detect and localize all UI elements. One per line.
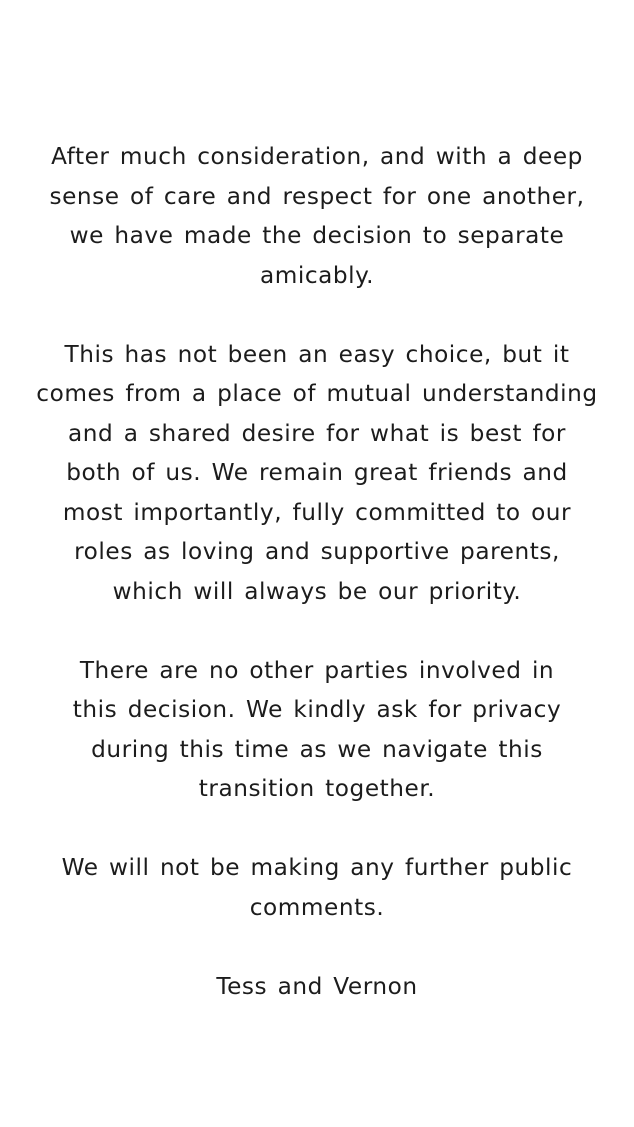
text-line: which will always be our priority.	[112, 577, 522, 605]
paragraph-reasons	[0, 335, 634, 612]
statement-text	[0, 137, 634, 1046]
signature-text: Tess and Vernon	[216, 972, 418, 1000]
paragraph-no-comments	[0, 848, 634, 927]
text-line: sense of care and respect for one another,	[49, 182, 585, 210]
paragraph-decision	[0, 137, 634, 295]
text-line: this decision. We kindly ask for privacy	[72, 696, 562, 723]
text-line: during this time as we navigate this	[91, 735, 543, 763]
text-line: transition together.	[198, 775, 436, 802]
text-line: This has not been an easy choice, but it	[64, 340, 570, 368]
text-line: After much consideration, and with a deep	[51, 143, 583, 170]
signature	[0, 967, 634, 1007]
text-line: We will not be making any further public	[61, 854, 573, 881]
text-line: roles as loving and supportive parents,	[74, 538, 560, 565]
text-line: and a shared desire for what is best for	[68, 419, 566, 447]
text-line: most importantly, fully committed to our	[62, 498, 572, 526]
text-line: we have made the decision to separate	[69, 222, 565, 249]
text-line: comments.	[249, 893, 385, 921]
text-line: amicably.	[259, 261, 375, 289]
text-line: both of us. We remain great friends and	[66, 459, 568, 486]
text-line: There are no other parties involved in	[79, 656, 555, 684]
text-line: comes from a place of mutual understanding	[36, 380, 598, 407]
paragraph-privacy	[0, 651, 634, 809]
